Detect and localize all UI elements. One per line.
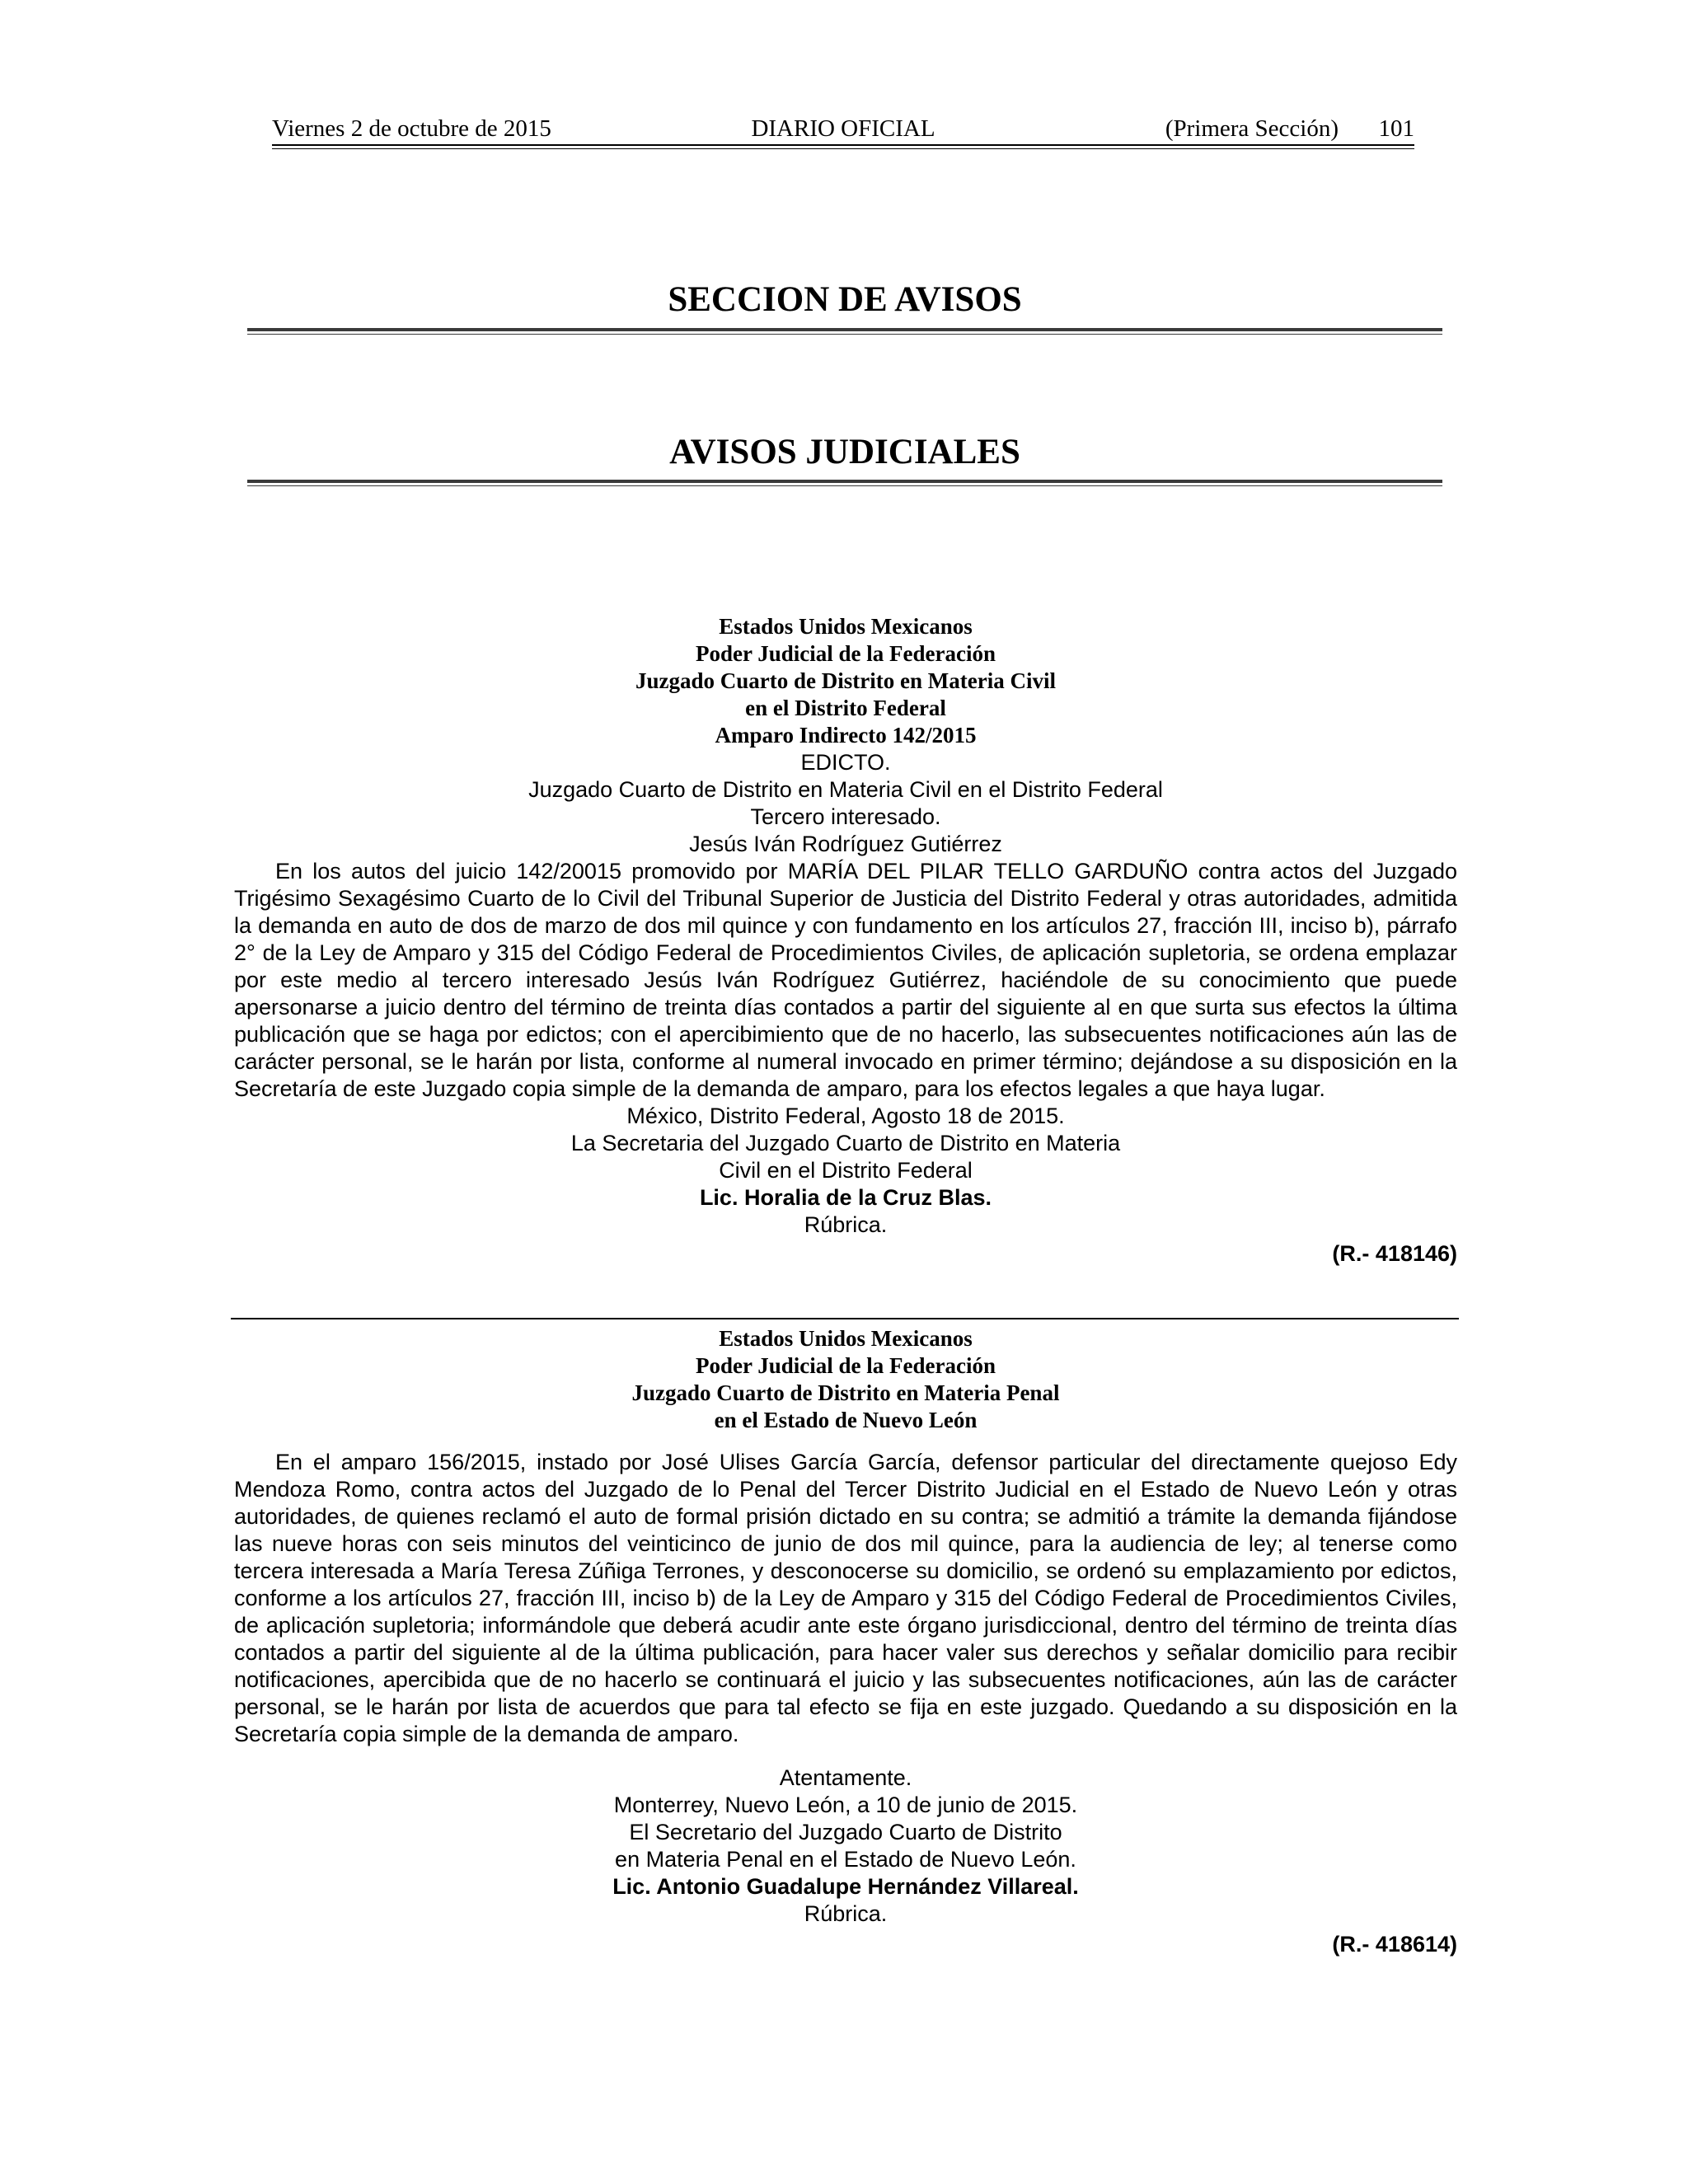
running-header bbox=[272, 114, 1414, 147]
addressee-name: Jesús Iván Rodríguez Gutiérrez bbox=[689, 832, 1002, 856]
subsection-title: AVISOS JUDICIALES bbox=[669, 433, 1020, 471]
notice-civil-amparo bbox=[234, 613, 1457, 1268]
signer-title: en Materia Penal en el Estado de Nuevo León. bbox=[615, 1847, 1076, 1872]
notice-heading-line: Poder Judicial de la Federación bbox=[696, 641, 996, 666]
notice-heading-line: en el Estado de Nuevo León bbox=[714, 1408, 978, 1432]
header-publication: DIARIO OFICIAL bbox=[751, 115, 935, 142]
header-page-number: 101 bbox=[1378, 115, 1414, 142]
addressee-label: Tercero interesado. bbox=[750, 804, 941, 829]
signer-title: El Secretario del Juzgado Cuarto de Distrito bbox=[629, 1820, 1062, 1844]
place-date: Monterrey, Nuevo León, a 10 de junio de 2015. bbox=[613, 1793, 1078, 1817]
notice-body: En los autos del juicio 142/20015 promovido por MARÍA DEL PILAR TELLO GARDUÑO contra actos del Juzgado Trigésimo Sexagésimo Cuarto de lo Civil del Tribunal Superior de Justicia del Distrito Federal y otras autoridades, admitida la demanda en auto de dos de marzo de dos mil quince y con fundamento en los artículos 27, fracción III, inciso b), párrafo 2° de la Ley de Amparo y 315 del Código Federal de Procedimientos Civiles, de aplicación supletoria, se ordena emplazar por este medio al tercero interesado Jesús Iván Rodríguez Gutiérrez, haciéndole de su conocimiento que puede apersonarse a juicio dentro del término de treinta días contados a partir del siguiente al en que surta sus efectos la última publicación que se haga por edictos; con el apercibimiento que de no hacerlo, las subsecuentes notificaciones aún las de carácter personal, se le harán por lista, conforme al numeral invocado en primer término; dejándose a su disposición en la Secretaría de este Juzgado copia simple de la demanda de amparo, para los efectos legales a que haya lugar. bbox=[234, 859, 1457, 1101]
closing-line: Atentamente. bbox=[779, 1765, 912, 1790]
notice-separator bbox=[231, 1318, 1459, 1319]
header-rule bbox=[272, 144, 1414, 146]
notice-heading-line: Amparo Indirecto 142/2015 bbox=[715, 723, 977, 748]
signer-name: Lic. Antonio Guadalupe Hernández Villareal. bbox=[612, 1874, 1079, 1899]
place-date: México, Distrito Federal, Agosto 18 de 2015. bbox=[626, 1104, 1065, 1128]
reference-number: (R.- 418146) bbox=[1332, 1241, 1457, 1266]
notice-heading-line: Poder Judicial de la Federación bbox=[696, 1353, 996, 1378]
signature-label: Rúbrica. bbox=[804, 1212, 888, 1237]
section-title-rule bbox=[247, 328, 1442, 331]
notice-heading-line: Estados Unidos Mexicanos bbox=[719, 614, 973, 639]
header-section: (Primera Sección) bbox=[1165, 115, 1339, 142]
signer-name: Lic. Horalia de la Cruz Blas. bbox=[699, 1185, 992, 1210]
notice-penal-amparo bbox=[234, 1325, 1457, 1958]
subsection-title-rule bbox=[247, 480, 1442, 483]
signer-title: La Secretaria del Juzgado Cuarto de Distrito en Materia bbox=[570, 1131, 1121, 1155]
notice-heading-line: Estados Unidos Mexicanos bbox=[719, 1326, 973, 1351]
notice-heading-line: Juzgado Cuarto de Distrito en Materia Penal bbox=[631, 1380, 1060, 1405]
signature-label: Rúbrica. bbox=[804, 1901, 888, 1926]
court-name: Juzgado Cuarto de Distrito en Materia Civil en el Distrito Federal bbox=[528, 777, 1163, 802]
notice-heading-line: en el Distrito Federal bbox=[745, 696, 946, 720]
header-rule-secondary bbox=[272, 148, 1414, 149]
edicto-label: EDICTO. bbox=[800, 750, 891, 775]
signer-title: Civil en el Distrito Federal bbox=[719, 1158, 973, 1183]
reference-number: (R.- 418614) bbox=[1332, 1932, 1457, 1957]
header-date: Viernes 2 de octubre de 2015 bbox=[272, 115, 551, 142]
subsection-title-rule-thin bbox=[247, 485, 1442, 486]
notice-heading-line: Juzgado Cuarto de Distrito en Materia Civil bbox=[635, 668, 1056, 693]
section-title: SECCION DE AVISOS bbox=[668, 280, 1022, 319]
notice-body: En el amparo 156/2015, instado por José Ulises García García, defensor particular del directamente quejoso Edy Mendoza Romo, contra actos del Juzgado de lo Penal del Tercer Distrito Judicial en el Estado de Nuevo León y otras autoridades, de quienes reclamó el auto de formal prisión dictado en su contra; se admitió a trámite la demanda fijándose las nueve horas con seis minutos del veinticinco de junio de dos mil quince, para la audiencia de ley; al tenerse como tercera interesada a María Teresa Zúñiga Terrones, y desconocerse su domicilio, se ordenó su emplazamiento por edictos, conforme a los artículos 27, fracción III, inciso b) de la Ley de Amparo y 315 del Código Federal de Procedimientos Civiles, de aplicación supletoria; informándole que deberá acudir ante este órgano jurisdiccional, dentro del término de treinta días contados a partir del siguiente al de la última publicación, para hacer valer sus derechos y señalar domicilio para recibir notificaciones, apercibida que de no hacerlo se continuará el juicio y las subsecuentes notificaciones, aún las de carácter personal, se le harán por lista de acuerdos que para tal efecto se fija en este juzgado. Quedando a su disposición en la Secretaría copia simple de la demanda de amparo. bbox=[234, 1450, 1457, 1746]
section-title-rule-thin bbox=[247, 334, 1442, 335]
